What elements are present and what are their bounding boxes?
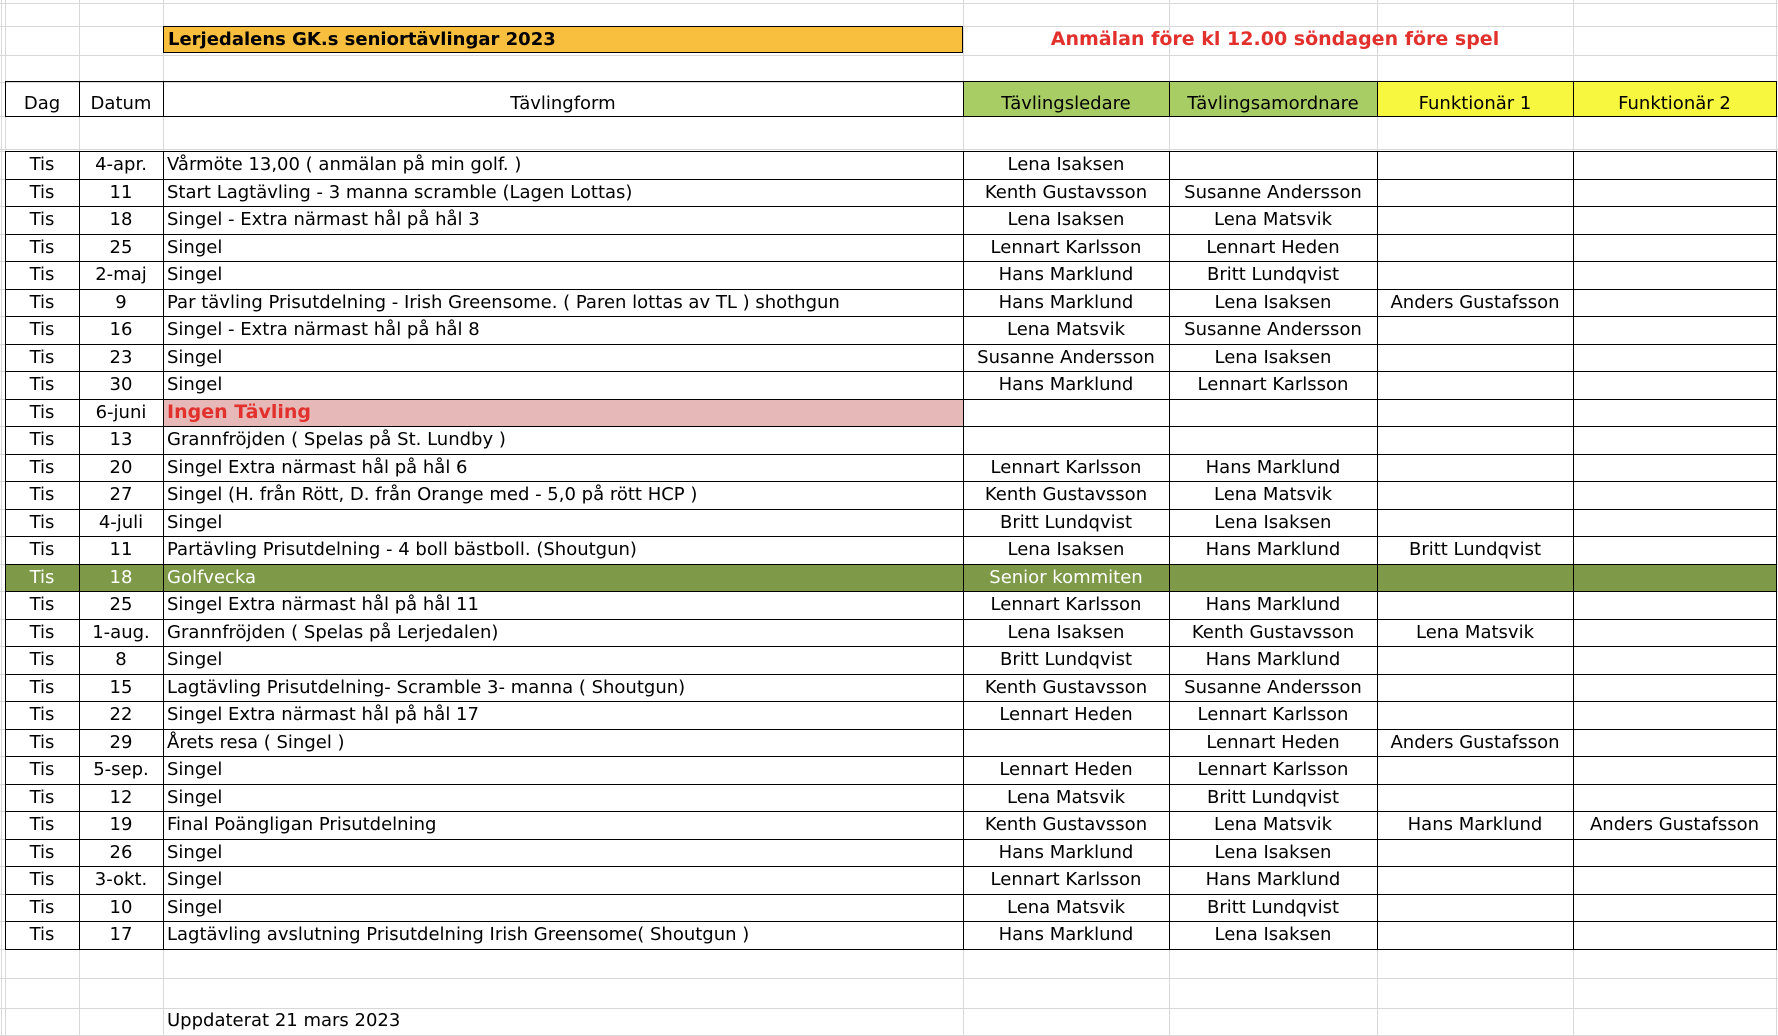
border-line [5,591,1776,592]
row-tavlingform[interactable]: Singel - Extra närmast hål på hål 3 [167,209,480,230]
row-tavlingsamordnare[interactable] [1169,399,1377,427]
row-tavlingsamordnare[interactable]: Hans Marklund [1205,869,1341,890]
row-funktionar-1[interactable] [1377,701,1573,729]
row-dag[interactable]: Tis [29,264,55,285]
row-funktionar-1[interactable] [1377,316,1573,344]
row-funktionar-2[interactable] [1573,316,1776,344]
row-dag[interactable]: Tis [29,539,55,560]
row-dag[interactable]: Tis [29,676,55,698]
row-tavlingsamordnare[interactable]: Britt Lundqvist [1206,264,1340,285]
row-tavlingsledare[interactable]: Lena Isaksen [1007,539,1125,560]
row-datum[interactable]: 25 [109,236,133,258]
row-tavlingsledare[interactable]: Kenth Gustavsson [984,676,1148,698]
row-tavlingform[interactable]: Singel [167,759,223,780]
row-tavlingsamordnare[interactable]: Lennart Karlsson [1197,759,1349,780]
row-tavlingform[interactable]: Singel [167,841,223,863]
border-line [5,151,1776,152]
row-funktionar-2[interactable] [1573,179,1776,207]
border-line [5,756,1776,757]
row-funktionar-2[interactable] [1573,426,1776,454]
row-tavlingform[interactable]: Singel [167,511,223,533]
row-dag[interactable]: Tis [29,511,55,533]
row-dag[interactable]: Tis [5,564,79,592]
row-funktionar-2[interactable]: Anders Gustafsson [1589,814,1760,835]
row-datum[interactable]: 23 [109,346,133,368]
border-line [5,949,1776,950]
border-line [5,674,1776,675]
row-funktionar-1[interactable] [1377,151,1573,179]
row-dag[interactable]: Tis [29,841,55,863]
row-tavlingsledare[interactable]: Hans Marklund [998,841,1134,863]
row-tavlingsamordnare[interactable]: Lennart Karlsson [1197,704,1349,725]
row-dag[interactable]: Tis [29,319,55,340]
row-datum[interactable]: 19 [109,814,133,835]
border-line [5,179,1776,180]
row-tavlingsledare[interactable]: Lena Isaksen [1007,154,1125,175]
row-funktionar-1[interactable]: Hans Marklund [1407,814,1543,835]
row-datum[interactable]: 11 [109,539,133,560]
row-funktionar-2[interactable] [1573,399,1776,427]
row-tavlingform[interactable]: Vårmöte 13,00 ( anmälan på min golf. ) [167,154,522,175]
row-tavlingsledare[interactable]: Britt Lundqvist [999,649,1133,670]
row-dag[interactable]: Tis [29,924,55,945]
gridline [0,3,1778,4]
border-line [5,536,1776,537]
row-tavlingform[interactable]: Lagtävling avslutning Prisutdelning Irish Greensome( Shoutgun ) [167,924,750,945]
row-tavlingsledare[interactable]: Kenth Gustavsson [984,181,1148,203]
header-tavlingsamordnare[interactable]: Tävlingsamordnare [1169,82,1377,116]
row-tavlingform[interactable]: Singel [167,649,223,670]
border-line [1776,81,1777,117]
border-line [5,289,1776,290]
row-funktionar-2[interactable] [1573,481,1776,509]
row-funktionar-1[interactable]: Lena Matsvik [1415,621,1535,643]
row-tavlingform[interactable]: Singel [167,869,223,890]
row-tavlingform[interactable]: Partävling Prisutdelning - 4 boll bästboll. (Shoutgun) [167,539,637,560]
row-tavlingsledare[interactable]: Lena Matsvik [1006,319,1126,340]
row-tavlingsamordnare[interactable]: Kenth Gustavsson [1191,621,1355,643]
row-funktionar-1[interactable] [1377,399,1573,427]
row-tavlingsledare[interactable]: Senior kommiten [963,564,1169,592]
row-tavlingsledare[interactable]: Susanne Andersson [977,346,1155,368]
row-tavlingsledare[interactable]: Lena Isaksen [1007,621,1125,643]
border-line [5,116,1776,117]
row-tavlingsledare[interactable]: Lennart Heden [999,759,1133,780]
border-line [5,344,1776,345]
row-dag[interactable]: Tis [29,649,55,670]
border-line [79,151,80,950]
row-tavlingform[interactable]: Singel [167,786,223,808]
row-tavlingsledare[interactable]: Lennart Karlsson [990,594,1142,615]
row-dag[interactable]: Tis [29,401,55,423]
row-datum[interactable]: 22 [109,704,133,725]
row-datum[interactable]: 13 [109,429,133,450]
row-datum[interactable]: 9 [115,291,127,313]
header-tavlingform[interactable]: Tävlingform [510,93,616,114]
row-funktionar-1[interactable] [1377,509,1573,537]
row-tavlingform[interactable]: Singel - Extra närmast hål på hål 8 [167,319,480,340]
row-datum[interactable]: 20 [109,456,133,478]
row-tavlingsamordnare[interactable]: Lennart Heden [1206,731,1340,753]
row-tavlingsledare[interactable]: Lena Matsvik [1006,786,1126,808]
border-line [5,784,1776,785]
row-tavlingsledare[interactable] [963,729,1169,757]
border-line [1377,151,1378,950]
row-funktionar-1[interactable]: Anders Gustafsson [1390,291,1560,313]
signup-notice[interactable]: Anmälan före kl 12.00 söndagen före spel [1050,28,1500,50]
row-funktionar-1[interactable] [1377,454,1573,482]
row-funktionar-2[interactable] [1573,454,1776,482]
border-line [1169,81,1170,117]
border-line [5,701,1776,702]
row-tavlingsamordnare[interactable]: Lennart Heden [1206,236,1340,258]
row-tavlingsamordnare[interactable] [1169,564,1377,592]
row-tavlingsledare[interactable]: Lennart Heden [999,704,1133,725]
row-dag[interactable]: Tis [29,594,55,615]
row-funktionar-2[interactable] [1573,866,1776,894]
row-funktionar-2[interactable] [1573,344,1776,372]
row-tavlingsledare[interactable]: Britt Lundqvist [999,511,1133,533]
row-tavlingsamordnare[interactable]: Britt Lundqvist [1206,896,1340,918]
row-funktionar-1[interactable] [1377,921,1573,949]
row-funktionar-1[interactable] [1377,839,1573,867]
row-tavlingsamordnare[interactable]: Hans Marklund [1205,539,1341,560]
row-funktionar-1[interactable] [1377,866,1573,894]
row-datum[interactable]: 12 [109,786,133,808]
row-tavlingsamordnare[interactable]: Susanne Andersson [1184,676,1362,698]
row-tavlingsledare[interactable]: Hans Marklund [998,264,1134,285]
row-tavlingsledare[interactable]: Kenth Gustavsson [984,814,1148,835]
row-tavlingform[interactable]: Lagtävling Prisutdelning- Scramble 3- manna ( Shoutgun) [167,676,686,698]
row-funktionar-2[interactable] [1573,536,1776,564]
border-line [5,839,1776,840]
row-funktionar-2[interactable] [1573,839,1776,867]
row-tavlingform[interactable]: Singel [167,346,223,368]
border-line [1377,81,1378,117]
row-dag[interactable]: Tis [29,869,55,890]
row-funktionar-2[interactable] [1573,206,1776,234]
row-funktionar-2[interactable] [1573,729,1776,757]
border-line [5,454,1776,455]
row-funktionar-2[interactable] [1573,619,1776,647]
row-tavlingsamordnare[interactable]: Lena Isaksen [1214,291,1332,313]
row-dag[interactable]: Tis [29,209,55,230]
border-line [163,81,164,117]
row-tavlingsamordnare[interactable]: Hans Marklund [1205,594,1341,615]
row-funktionar-2[interactable] [1573,674,1776,702]
row-dag[interactable]: Tis [29,896,55,918]
header-tavlingsledare[interactable]: Tävlingsledare [963,82,1169,116]
row-datum[interactable]: 29 [109,731,133,753]
row-tavlingsamordnare[interactable]: Hans Marklund [1205,456,1341,478]
header-funktionar-1[interactable]: Funktionär 1 [1377,82,1573,116]
border-line [5,921,1776,922]
row-funktionar-1[interactable] [1377,179,1573,207]
header-funktionar-2[interactable]: Funktionär 2 [1573,82,1776,116]
row-funktionar-1[interactable] [1377,756,1573,784]
row-datum[interactable]: 25 [109,594,133,615]
row-funktionar-2[interactable] [1573,509,1776,537]
border-line [5,371,1776,372]
row-tavlingform[interactable]: Singel Extra närmast hål på hål 6 [167,456,468,478]
border-line [5,81,1776,82]
header-datum[interactable]: Datum [90,93,152,114]
row-dag[interactable]: Tis [29,236,55,258]
row-datum[interactable]: 30 [109,374,133,395]
row-funktionar-1[interactable] [1377,371,1573,399]
row-funktionar-2[interactable] [1573,646,1776,674]
border-line [79,81,80,117]
row-tavlingsamordnare[interactable] [1169,151,1377,179]
row-tavlingsledare[interactable]: Kenth Gustavsson [984,484,1148,505]
border-line [5,729,1776,730]
gridline [1,0,2,1036]
row-funktionar-1[interactable] [1377,894,1573,922]
row-funktionar-1[interactable]: Britt Lundqvist [1408,539,1542,560]
row-dag[interactable]: Tis [29,374,55,395]
row-funktionar-1[interactable] [1377,344,1573,372]
header-dag[interactable]: Dag [23,93,61,114]
row-funktionar-2[interactable] [1573,564,1776,592]
row-dag[interactable]: Tis [29,346,55,368]
sheet-title[interactable]: Lerjedalens GK.s seniortävlingar 2023 [163,26,963,53]
row-dag[interactable]: Tis [29,181,55,203]
row-tavlingform[interactable]: Singel [167,236,223,258]
row-funktionar-1[interactable] [1377,426,1573,454]
row-tavlingsledare[interactable]: Hans Marklund [998,924,1134,945]
row-dag[interactable]: Tis [29,621,55,643]
border-line [5,426,1776,427]
row-tavlingsamordnare[interactable]: Lena Isaksen [1214,511,1332,533]
row-datum[interactable]: 5-sep. [93,759,149,780]
row-funktionar-1[interactable]: Anders Gustafsson [1390,731,1560,753]
border-line [1169,151,1170,950]
row-dag[interactable]: Tis [29,759,55,780]
border-line [5,206,1776,207]
border-line [5,261,1776,262]
border-line [5,399,1776,400]
border-line [1573,151,1574,950]
row-tavlingsledare[interactable]: Hans Marklund [998,374,1134,395]
border-line [1573,81,1574,117]
row-funktionar-1[interactable] [1377,784,1573,812]
row-tavlingsamordnare[interactable]: Lennart Karlsson [1197,374,1349,395]
row-funktionar-2[interactable] [1573,289,1776,317]
border-line [5,619,1776,620]
row-datum[interactable]: 18 [79,564,163,592]
row-tavlingform[interactable]: Grannfröjden ( Spelas på St. Lundby ) [167,429,506,450]
row-funktionar-2[interactable] [1573,591,1776,619]
row-tavlingform[interactable]: Singel (H. från Rött, D. från Orange med - 5,0 på rött HCP ) [167,484,698,505]
row-funktionar-1[interactable] [1377,646,1573,674]
row-tavlingsamordnare[interactable]: Hans Marklund [1205,649,1341,670]
row-datum[interactable]: 3-okt. [94,869,148,890]
row-funktionar-1[interactable] [1377,674,1573,702]
border-line [5,894,1776,895]
row-dag[interactable]: Tis [29,731,55,753]
row-tavlingsamordnare[interactable]: Susanne Andersson [1184,181,1362,203]
row-tavlingform[interactable]: Par tävling Prisutdelning - Irish Greensome. ( Paren lottas av TL ) shothgun [167,291,840,313]
row-tavlingsledare[interactable] [963,426,1169,454]
row-datum[interactable]: 16 [109,319,133,340]
row-funktionar-2[interactable] [1573,701,1776,729]
row-tavlingform[interactable]: Årets resa ( Singel ) [167,731,345,753]
row-tavlingform[interactable]: Grannfröjden ( Spelas på Lerjedalen) [167,621,499,643]
row-datum[interactable]: 8 [115,649,127,670]
row-funktionar-2[interactable] [1573,756,1776,784]
row-datum[interactable]: 11 [109,181,133,203]
row-funktionar-1[interactable] [1377,481,1573,509]
row-tavlingsledare[interactable]: Lennart Karlsson [990,869,1142,890]
border-line [5,509,1776,510]
border-line [163,151,164,950]
row-dag[interactable]: Tis [29,291,55,313]
row-funktionar-1[interactable] [1377,261,1573,289]
row-tavlingform[interactable]: Singel [167,374,223,395]
row-tavlingform[interactable]: Ingen Tävling [163,399,963,427]
border-line [5,316,1776,317]
row-funktionar-2[interactable] [1573,784,1776,812]
row-tavlingform[interactable]: Singel Extra närmast hål på hål 17 [167,704,479,725]
row-funktionar-2[interactable] [1573,234,1776,262]
row-dag[interactable]: Tis [29,814,55,835]
border-line [5,81,6,117]
row-tavlingsamordnare[interactable]: Britt Lundqvist [1206,786,1340,808]
row-datum[interactable]: 27 [109,484,133,505]
updated-note[interactable]: Uppdaterat 21 mars 2023 [167,1010,401,1031]
row-datum[interactable]: 4-juli [98,511,144,533]
row-datum[interactable]: 18 [109,209,133,230]
border-line [5,151,6,950]
row-tavlingsamordnare[interactable]: Susanne Andersson [1184,319,1362,340]
row-tavlingsamordnare[interactable] [1169,426,1377,454]
border-line [5,866,1776,867]
row-funktionar-2[interactable] [1573,921,1776,949]
border-line [5,234,1776,235]
row-dag[interactable]: Tis [29,429,55,450]
row-tavlingsledare[interactable]: Lennart Karlsson [990,456,1142,478]
row-tavlingsledare[interactable]: Hans Marklund [998,291,1134,313]
row-tavlingsledare[interactable]: Lena Matsvik [1006,896,1126,918]
row-datum[interactable]: 15 [109,676,133,698]
row-dag[interactable]: Tis [29,484,55,505]
row-datum[interactable]: 2-maj [95,264,147,285]
row-tavlingsamordnare[interactable]: Lena Isaksen [1214,346,1332,368]
row-datum[interactable]: 6-juni [95,401,147,423]
row-funktionar-1[interactable] [1377,206,1573,234]
row-tavlingsamordnare[interactable]: Lena Matsvik [1213,484,1333,505]
row-dag[interactable]: Tis [29,704,55,725]
row-funktionar-2[interactable] [1573,261,1776,289]
gridline [0,55,1778,56]
border-line [5,481,1776,482]
row-tavlingform[interactable]: Singel [167,264,223,285]
border-line [5,564,1776,565]
border-line [1776,151,1777,950]
row-dag[interactable]: Tis [29,456,55,478]
row-tavlingsamordnare[interactable]: Lena Isaksen [1214,924,1332,945]
row-datum[interactable]: 10 [109,896,133,918]
border-line [5,646,1776,647]
row-tavlingsledare[interactable]: Lennart Karlsson [990,236,1142,258]
row-tavlingform[interactable]: Golfvecka [163,564,963,592]
row-datum[interactable]: 4-apr. [95,154,147,175]
row-tavlingsamordnare[interactable]: Lena Matsvik [1213,209,1333,230]
border-line [5,811,1776,812]
border-line [963,81,964,117]
row-dag[interactable]: Tis [29,154,55,175]
row-tavlingsledare[interactable] [963,399,1169,427]
row-tavlingsamordnare[interactable]: Lena Isaksen [1214,841,1332,863]
row-tavlingsledare[interactable]: Lena Isaksen [1007,209,1125,230]
row-funktionar-2[interactable] [1573,151,1776,179]
row-funktionar-1[interactable] [1377,234,1573,262]
gridline [0,149,1778,150]
row-datum[interactable]: 1-aug. [92,621,150,643]
row-tavlingform[interactable]: Start Lagtävling - 3 manna scramble (Lagen Lottas) [167,181,633,203]
row-tavlingform[interactable]: Singel [167,896,223,918]
row-tavlingsamordnare[interactable]: Lena Matsvik [1213,814,1333,835]
row-tavlingform[interactable]: Singel Extra närmast hål på hål 11 [167,594,479,615]
row-funktionar-2[interactable] [1573,894,1776,922]
row-tavlingform[interactable]: Final Poängligan Prisutdelning [167,814,437,835]
row-funktionar-1[interactable] [1377,591,1573,619]
border-line [963,151,964,950]
row-datum[interactable]: 26 [109,841,133,863]
gridline [0,978,1778,979]
row-dag[interactable]: Tis [29,786,55,808]
row-datum[interactable]: 17 [109,924,133,945]
row-funktionar-2[interactable] [1573,371,1776,399]
row-funktionar-1[interactable] [1377,564,1573,592]
